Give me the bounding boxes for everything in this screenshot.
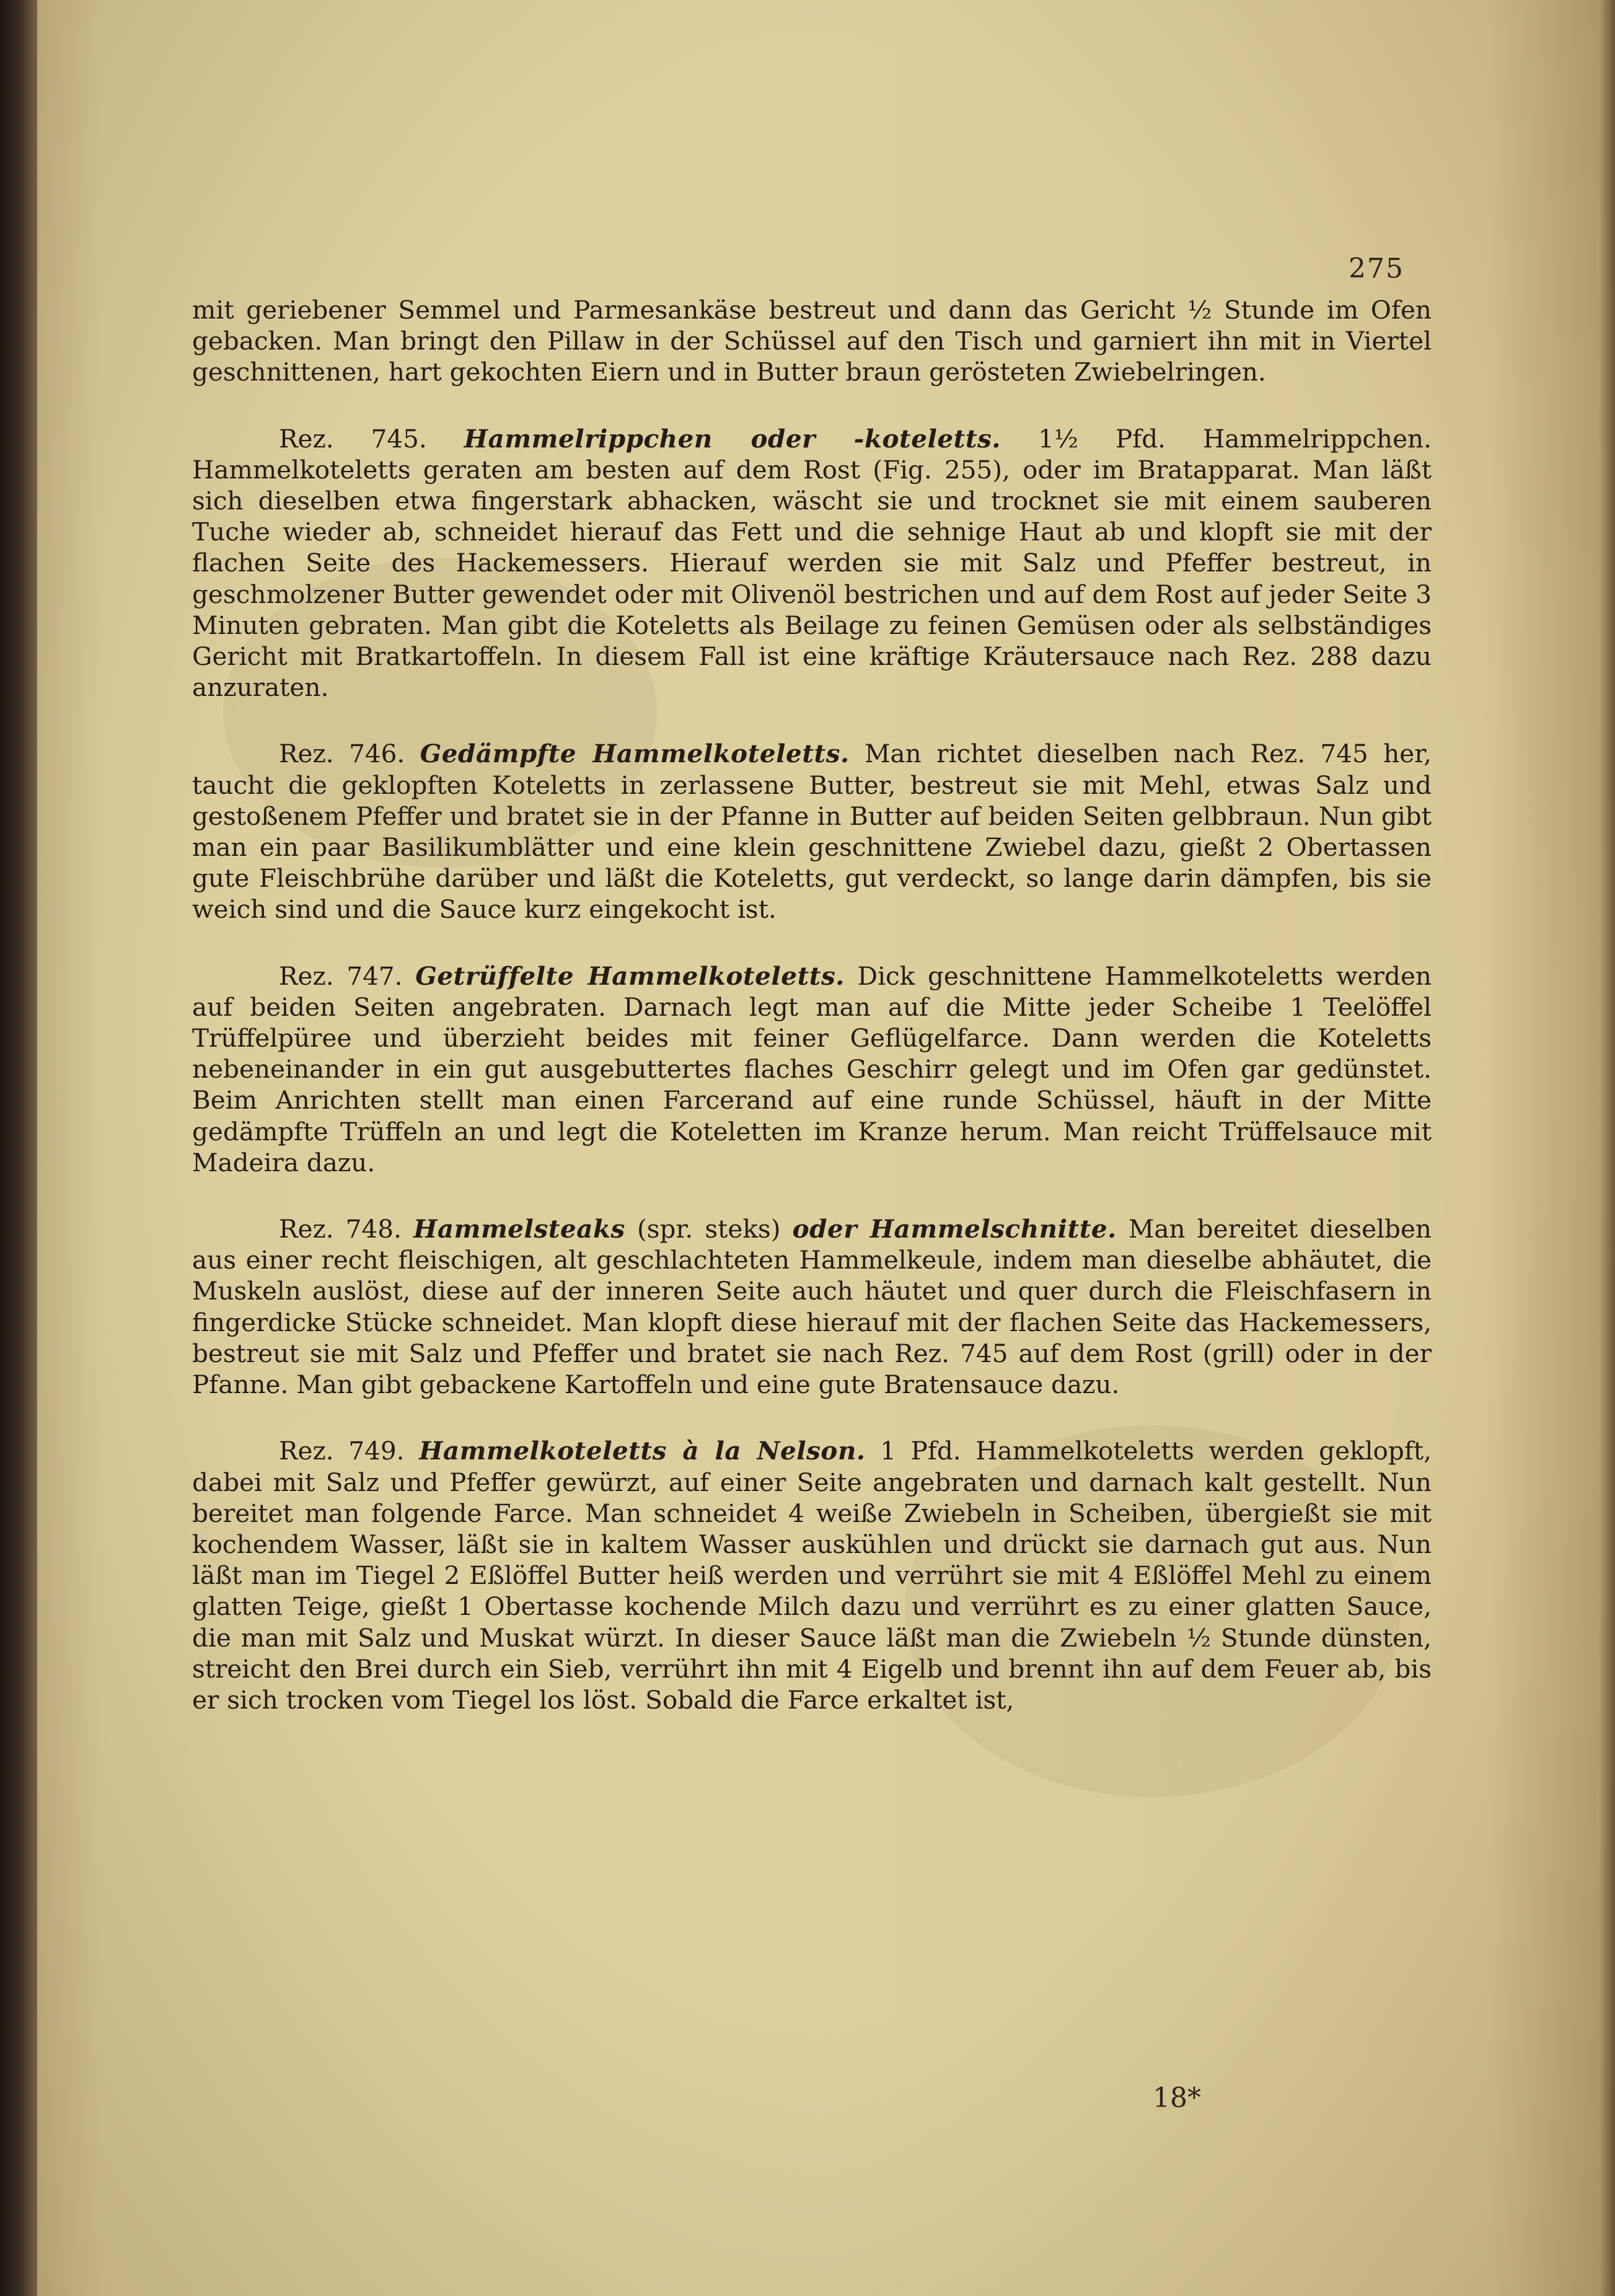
recipe-746 [192,738,1432,925]
recipe-title: Hammelsteaks [413,1214,625,1244]
recipe-text: 1 Pfd. Hammelkoteletts werden geklopft, dabei mit Salz und Pfeffer gewürzt, auf einer Seite angebraten und darnach kalt gestellt. Nun bereitet man folgende Farce. Man schneidet 4 weiße Zwiebeln in Scheiben, übergießt sie mit kochendem Wasser, läßt sie in kaltem Wasser auskühlen und drückt sie darnach gut aus. Nun läßt man im Tiegel 2 Eßlöffel Butter heiß werden und verrührt sie mit 4 Eßlöffel Mehl zu einem glatten Teige, gießt 1 Obertasse kochende Milch dazu und verrührt es zu einer glatten Sauce, die man mit Salz und Muskat würzt. In dieser Sauce läßt man die Zwiebeln ½ Stunde dünsten, streicht den Brei durch ein Sieb, verrührt ihn mit 4 Eigelb und brennt ihn auf dem Feuer ab, bis er sich trocken vom Tiegel los löst. Sobald die Farce erkaltet ist, [192,1436,1432,1715]
intro-paragraph: mit geriebener Semmel und Parmesankäse bestreut und dann das Gericht ½ Stunde im Ofen gebacken. Man bringt den Pillaw in der Schüssel auf den Tisch und garniert ihn mit in Viertel geschnittenen, hart gekochten Eiern und in Butter braun gerösteten Zwiebelringen. [192,295,1432,387]
recipe-title: Gedämpfte Hammelkoteletts. [420,739,850,769]
recipe-text: Man richtet dieselben nach Rez. 745 her, taucht die geklopften Koteletts in zerlassene Butter, bestreut sie mit Mehl, etwas Salz und gestoßenem Pfeffer und bratet sie in der Pfanne in Butter auf beiden Seiten gelbbraun. Nun gibt man ein paar Basilikumblätter und eine klein geschnittene Zwiebel dazu, gießt 2 Obertassen gute Fleischbrühe darüber und läßt die Koteletts, gut verdeckt, so lange darin dämpfen, bis sie weich sind und die Sauce kurz eingekocht ist. [192,739,1432,925]
recipe-748 [192,1213,1432,1400]
recipe-number: Rez. 747. [279,961,403,991]
printer-signature-mark: 18* [1153,2082,1201,2114]
recipe-text: 1½ Pfd. Hammelrippchen. Hammelkoteletts geraten am besten auf dem Rost (Fig. 255), oder im Bratapparat. Man läßt sich dieselben etwa fingerstark abhacken, wäscht sie und trocknet sie mit einem sauberen Tuche wieder ab, schneidet hierauf das Fett und die sehnige Haut ab und klopft sie mit der flachen Seite des Hackemessers. Hierauf werden sie mit Salz und Pfeffer bestreut, in geschmolzener Butter gewendet oder mit Olivenöl bestrichen und auf dem Rost auf jeder Seite 3 Minuten gebraten. Man gibt die Koteletts als Beilage zu feinen Gemüsen oder als selbständiges Gericht mit Bratkartoffeln. In diesem Fall ist eine kräftige Kräutersauce nach Rez. 288 dazu anzuraten. [192,423,1432,703]
recipe-text: Dick geschnittene Hammelkoteletts werden auf beiden Seiten angebraten. Darnach legt man auf die Mitte jeder Scheibe 1 Teelöffel Trüffelpüree und überzieht beides mit feiner Geflügelfarce. Dann werden die Koteletts nebeneinander in ein gut ausgebuttertes flaches Geschirr gelegt und im Ofen gar gedünstet. Beim Anrichten stellt man einen Farcerand auf eine runde Schüssel, häuft in der Mitte gedämpfte Trüffeln an und legt die Koteletten im Kranze herum. Man reicht Trüffelsauce mit Madeira dazu. [192,961,1432,1177]
recipe-number: Rez. 746. [279,739,405,769]
recipe-745 [192,423,1432,703]
recipe-number: Rez. 745. [279,423,427,454]
page-edge-shadow [1599,0,1615,2296]
recipe-747 [192,961,1432,1178]
recipe-title: Hammelrippchen oder -koteletts. [464,423,1001,454]
book-page [37,0,1615,2296]
recipe-text: Man bereitet dieselben aus einer recht fleischigen, alt geschlachteten Hammelkeule, indem man dieselbe abhäutet, die Muskeln auslöst, diese auf der inneren Seite auch häutet und quer durch die Fleischfasern in fingerdicke Stücke schneidet. Man klopft diese hierauf mit der flachen Seite das Hackemessers, bestreut sie mit Salz und Pfeffer und bratet sie nach Rez. 745 auf dem Rost (grill) oder in der Pfanne. Man gibt gebackene Kartoffeln und eine gute Bratensauce dazu. [192,1214,1432,1400]
recipe-title: Hammelkoteletts à la Nelson. [419,1436,866,1466]
recipe-title-note: (spr. steks) [636,1214,781,1244]
recipe-title: Getrüffelte Hammelkoteletts. [415,961,845,991]
recipe-title-rest: oder Hammelschnitte. [792,1214,1117,1244]
recipe-number: Rez. 748. [279,1214,402,1244]
page-number: 275 [1349,253,1404,284]
recipe-number: Rez. 749. [279,1436,405,1466]
page-body [192,294,1432,1751]
recipe-749 [192,1435,1432,1715]
